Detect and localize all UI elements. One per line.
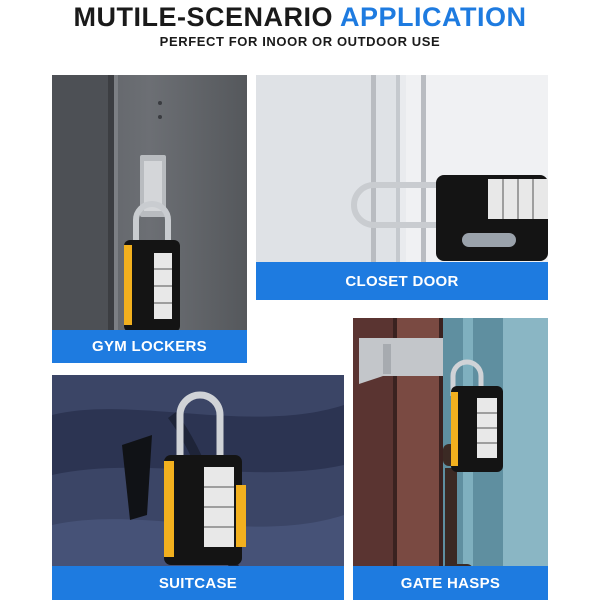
caption-suitcase: SUITCASE <box>52 566 344 600</box>
gym-lockers-photo <box>52 75 247 363</box>
page-subtitle: PERFECT FOR INOOR OR OUTDOOR USE <box>159 34 441 49</box>
caption-gym-lockers: GYM LOCKERS <box>52 330 247 363</box>
page-title <box>0 2 600 32</box>
title-part2: APPLICATION <box>340 2 527 32</box>
title-part1: MUTILE-SCENARIO <box>73 2 333 32</box>
caption-gate-hasps: GATE HASPS <box>353 566 548 600</box>
caption-closet-door: CLOSET DOOR <box>256 262 548 300</box>
gate-hasps-photo <box>353 318 548 600</box>
